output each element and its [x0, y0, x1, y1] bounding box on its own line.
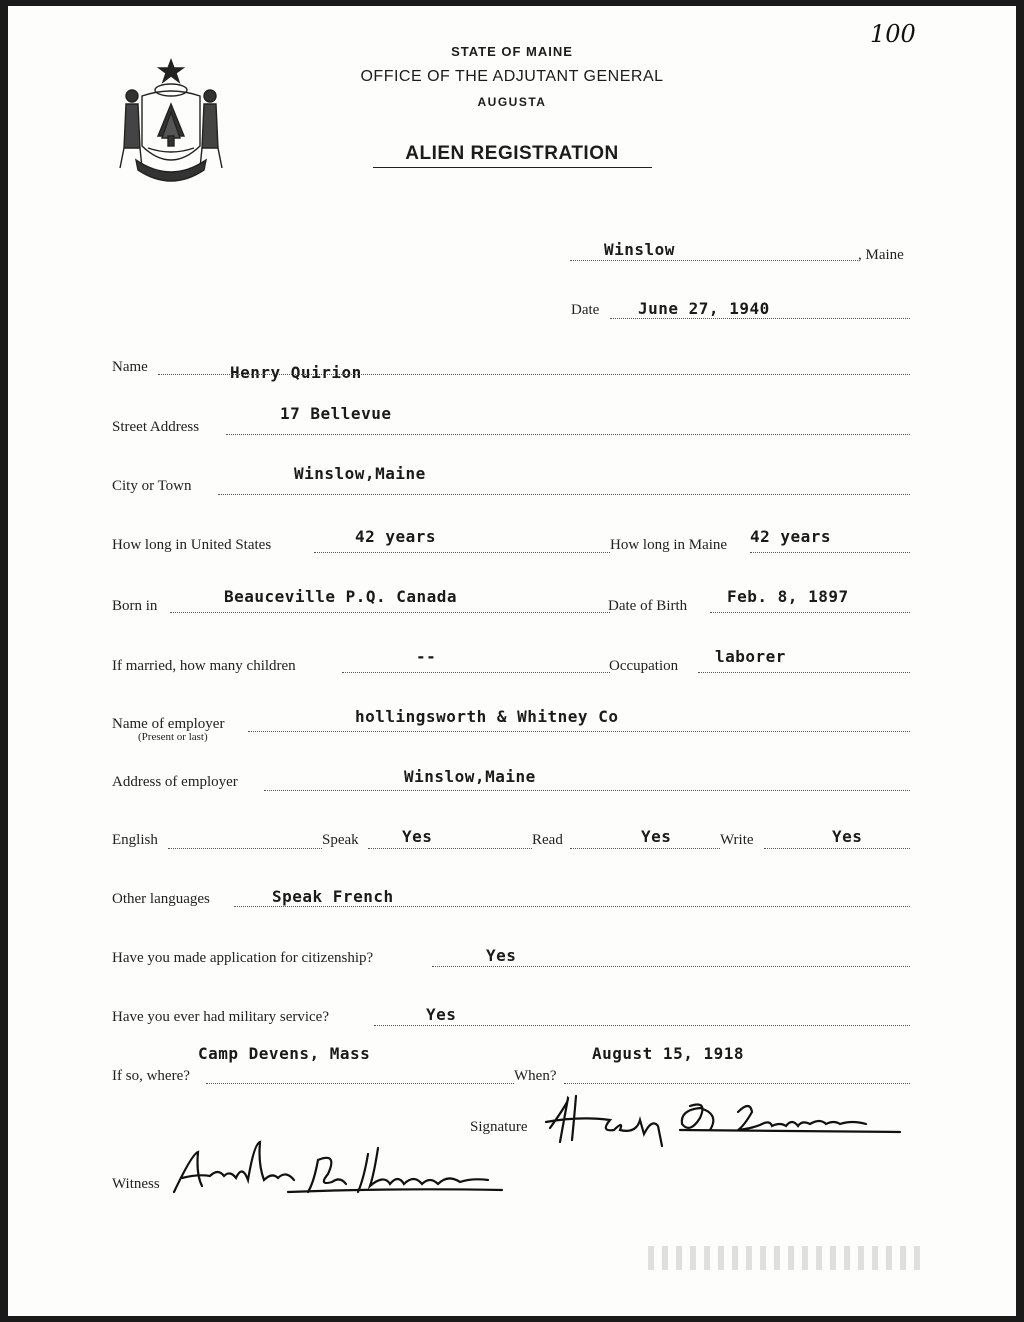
military-when-value: August 15, 1918	[592, 1044, 744, 1063]
name-label: Name	[112, 359, 148, 375]
children-value: --	[416, 647, 437, 666]
header-office: OFFICE OF THE ADJUTANT GENERAL	[360, 68, 664, 85]
city-value: Winslow,Maine	[294, 464, 426, 483]
header-state: STATE OF MAINE	[451, 44, 573, 59]
employer-sublabel: (Present or last)	[138, 731, 208, 743]
employer-label: Name of employer	[112, 716, 225, 732]
registration-form	[8, 6, 1016, 1316]
dob-value: Feb. 8, 1897	[727, 587, 849, 606]
title-underline	[373, 167, 652, 168]
years-maine-label: How long in Maine	[610, 537, 728, 553]
citizenship-value: Yes	[486, 946, 517, 965]
read-value: Yes	[641, 827, 672, 846]
employer-address-value: Winslow,Maine	[404, 767, 536, 786]
street-value: 17 Bellevue	[280, 404, 392, 423]
years-us-label: How long in United States	[112, 537, 272, 553]
faint-stamp-image	[648, 1246, 928, 1270]
military-where-value: Camp Devens, Mass	[198, 1044, 371, 1063]
write-value: Yes	[832, 827, 863, 846]
header-city: AUGUSTA	[477, 95, 547, 109]
form-title: ALIEN REGISTRATION	[405, 143, 619, 164]
employer-value: hollingsworth & Whitney Co	[355, 707, 619, 726]
years-maine-value: 42 years	[750, 527, 832, 546]
read-label: Read	[532, 832, 563, 848]
military-label: Have you ever had military service?	[112, 1009, 329, 1025]
born-label: Born in	[112, 598, 158, 614]
years-us-value: 42 years	[355, 527, 437, 546]
military-value: Yes	[426, 1005, 457, 1024]
other-languages-label: Other languages	[112, 891, 210, 907]
citizenship-label: Have you made application for citizenship?	[112, 950, 374, 966]
town-value: Winslow	[604, 240, 675, 259]
employer-address-label: Address of employer	[112, 774, 238, 790]
where-label: If so, where?	[112, 1068, 190, 1084]
speak-label: Speak	[322, 832, 359, 848]
page-number: 100	[870, 20, 916, 48]
date-label: Date	[571, 302, 600, 318]
born-value: Beauceville P.Q. Canada	[224, 587, 458, 606]
occupation-label: Occupation	[609, 658, 679, 674]
town-suffix-label: , Maine	[858, 247, 904, 263]
date-value: June 27, 1940	[638, 299, 770, 318]
city-label: City or Town	[112, 478, 192, 494]
english-label: English	[112, 832, 158, 848]
write-label: Write	[720, 832, 754, 848]
when-label: When?	[514, 1068, 557, 1084]
children-label: If married, how many children	[112, 658, 296, 674]
occupation-value: laborer	[715, 647, 786, 666]
signature-image	[540, 1090, 910, 1150]
witness-signature-image	[168, 1134, 508, 1198]
witness-label: Witness	[112, 1176, 160, 1192]
signature-label: Signature	[470, 1119, 528, 1135]
street-label: Street Address	[112, 419, 200, 435]
dob-label: Date of Birth	[608, 598, 688, 614]
name-value: Henry Quirion	[230, 363, 362, 382]
speak-value: Yes	[402, 827, 433, 846]
other-languages-value: Speak French	[272, 887, 394, 906]
